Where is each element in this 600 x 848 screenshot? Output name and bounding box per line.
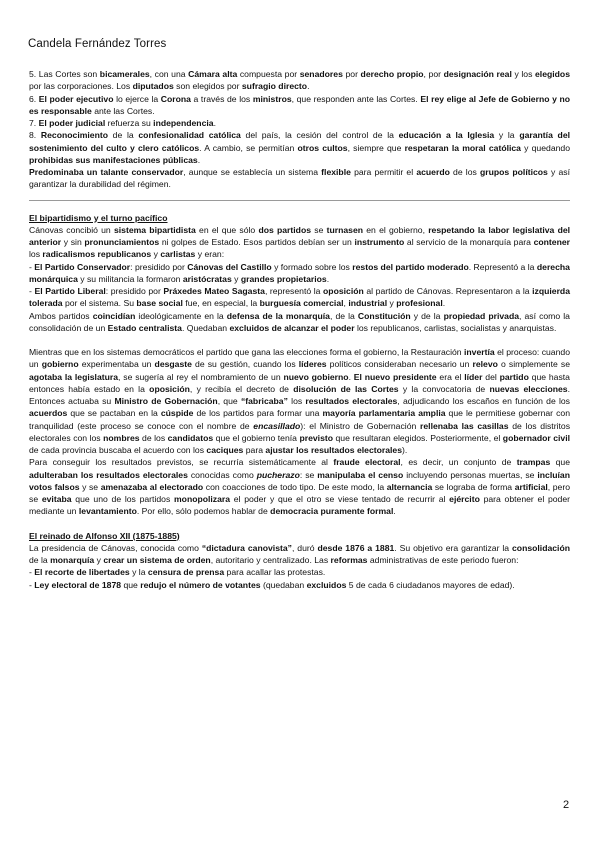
- text: se: [311, 224, 327, 235]
- bold-text: líderes: [298, 359, 327, 370]
- text: y: [94, 555, 104, 565]
- text: ).: [402, 445, 408, 455]
- bold-text: profesional: [396, 298, 443, 309]
- bold-text: El rey elige al Jefe de Gobierno y no es responsable: [29, 93, 570, 116]
- text: para permitir el: [350, 167, 417, 177]
- text: Mientras que en los sistemas democráticos el partido que gana las elecciones forma el gobierno, la Restauración: [29, 347, 464, 357]
- bold-text: El poder judicial: [38, 118, 106, 128]
- bold-text: restos del partido moderado: [352, 261, 469, 272]
- text: por las corporaciones. Los: [29, 81, 133, 92]
- text: incluyendo personas muertas, se: [403, 469, 538, 480]
- section-heading: El reinado de Alfonso XII (1875-1885): [29, 530, 180, 541]
- bold-text: consolidación: [512, 542, 570, 553]
- text: , pero se: [29, 481, 571, 504]
- text: : presidido por: [105, 286, 164, 296]
- bold-text: senadores: [299, 69, 343, 79]
- text: La presidencia de Cánovas, conocida como: [29, 542, 202, 553]
- text: y la: [129, 567, 148, 578]
- section-divider: [29, 200, 570, 201]
- italic-text: encasillado: [253, 420, 301, 431]
- bold-text: Constitución: [357, 310, 411, 321]
- bold-text: “dictadura canovista”: [201, 542, 292, 553]
- paragraph: [29, 117, 570, 129]
- bold-text: alternancia: [386, 481, 433, 492]
- bold-text: izquierda tolerada: [29, 286, 570, 309]
- italic-text: pucherazo: [256, 469, 300, 480]
- text: que: [550, 457, 571, 468]
- bold-text: agotaba la legislatura: [29, 371, 119, 382]
- bold-text: Práxedes Mateo Sagasta: [163, 286, 265, 296]
- text: . Representó a la: [468, 261, 537, 272]
- bold-text: Estado centralista: [107, 322, 182, 333]
- text: : presidido por: [130, 261, 188, 272]
- section-constitution-points: [29, 68, 570, 191]
- text: y quedando: [520, 142, 571, 153]
- text: . Quedaban: [181, 322, 230, 333]
- text: , que responden ante las Cortes.: [291, 93, 421, 104]
- bold-text: aristócratas: [182, 273, 232, 284]
- bold-text: El Partido Liberal: [34, 286, 106, 296]
- text: o simplemente se: [497, 359, 570, 370]
- bold-text: Reconocimiento: [40, 130, 108, 141]
- bold-text: disolución de las Cortes: [293, 383, 399, 394]
- text: de los: [449, 167, 480, 177]
- text: experimentaba un: [78, 359, 155, 370]
- paragraph: [29, 310, 570, 335]
- bold-text: Ley electoral de 1878: [34, 579, 122, 590]
- text: y la: [494, 130, 520, 141]
- bold-text: defensa de la monarquía: [226, 310, 330, 321]
- text: de los: [139, 432, 168, 443]
- text: 8.: [29, 130, 41, 141]
- bold-text: diputados: [132, 81, 174, 92]
- text: del: [482, 371, 500, 382]
- text: de la: [107, 130, 139, 141]
- text: ante las Cortes.: [91, 105, 155, 116]
- text: , y recibía el decreto de: [189, 383, 294, 394]
- paragraph-gap: [29, 518, 570, 530]
- bold-text: reformas: [330, 555, 368, 565]
- bold-text: invertía: [464, 347, 495, 357]
- bold-text: gobierno: [41, 359, 79, 370]
- text: por el sistema. Su: [62, 298, 137, 309]
- text: . Su objetivo era garantizar la: [394, 542, 512, 553]
- text: para: [243, 445, 266, 455]
- bold-text: Cánovas del Castillo: [187, 261, 272, 272]
- paragraph: [29, 166, 570, 191]
- text: que se pactaban en la: [67, 408, 161, 419]
- bold-text: radicalismos republicanos: [42, 249, 152, 260]
- text: son elegidos por: [173, 81, 242, 92]
- text: .: [348, 371, 354, 382]
- text: y los: [511, 69, 535, 79]
- document-body: [29, 68, 570, 591]
- bold-text: respetando la labor legislativa del anterior: [29, 224, 571, 247]
- bold-text: elegidos: [535, 69, 570, 79]
- bold-text: El Partido Conservador: [34, 261, 131, 272]
- bold-text: ministros: [252, 93, 292, 104]
- text: y: [151, 249, 161, 260]
- bold-text: Ministro de Gobernación: [114, 396, 218, 406]
- bold-text: democracia puramente formal: [270, 506, 394, 517]
- bold-text: previsto: [299, 432, 334, 443]
- page-number: 2: [563, 799, 570, 811]
- bold-text: ajustar los resultados electorales: [265, 445, 403, 455]
- text: y: [231, 273, 241, 284]
- text: .: [393, 506, 396, 517]
- text: -: [29, 286, 35, 296]
- paragraph: [29, 224, 570, 261]
- bold-text: turnasen: [326, 224, 364, 235]
- text: , adjudicando los escaños en función de los: [397, 396, 570, 406]
- bold-text: pronunciamientos: [84, 237, 160, 247]
- text: , duró: [291, 542, 318, 553]
- bold-text: desde 1876 a 1881: [317, 542, 395, 553]
- paragraph: [29, 456, 570, 517]
- bold-text: fraude electoral: [333, 457, 401, 468]
- bold-text: excluidos de alcanzar el poder: [229, 322, 355, 333]
- text: , autoritario y centralizado. Las: [210, 555, 331, 565]
- bold-text: resultados electorales: [305, 396, 398, 406]
- bold-text: industrial: [348, 298, 388, 309]
- bold-text: ejército: [449, 494, 480, 504]
- text: .: [197, 154, 201, 165]
- bold-text: incluían votos falsos: [29, 469, 570, 492]
- text: para obtener el poder mediante un: [29, 494, 571, 517]
- bold-text: rellenaba las casillas: [420, 420, 509, 431]
- bold-text: designación real: [443, 69, 512, 79]
- bold-text: oposición: [149, 383, 190, 394]
- paragraph: [29, 346, 570, 456]
- paragraph: [29, 285, 570, 310]
- text: por: [342, 69, 361, 79]
- paragraph: [29, 261, 570, 286]
- bold-text: grandes propietarios: [240, 273, 327, 284]
- section-bipartidismo: [29, 212, 570, 518]
- bold-text: “fabricaba”: [240, 396, 288, 406]
- section-alfonso-xii: [29, 530, 570, 591]
- text: políticos consideraban necesario un: [326, 359, 473, 370]
- text: y su militancia la formaron: [77, 273, 183, 284]
- bold-text: El recorte de libertades: [34, 567, 130, 578]
- text: 7.: [29, 118, 39, 128]
- bold-text: artificial: [514, 481, 548, 492]
- text: conocidas como: [187, 469, 257, 480]
- bold-text: partido: [499, 371, 529, 382]
- bold-text: carlistas: [160, 249, 196, 260]
- text: de la: [29, 555, 51, 565]
- bold-text: dos partidos: [258, 224, 312, 235]
- bold-text: manipulaba el censo: [317, 469, 404, 480]
- paragraph: [29, 68, 570, 93]
- text: administrativas de este periodo fueron:: [367, 555, 519, 565]
- text: y sin: [61, 237, 85, 247]
- bold-text: evitaba: [41, 494, 72, 504]
- bold-text: base social: [136, 298, 183, 309]
- bold-text: garantía del sostenimiento del culto y clero católicos: [29, 130, 571, 153]
- paragraph: [29, 579, 570, 591]
- bold-text: Corona: [160, 93, 191, 104]
- text: , siempre que: [347, 142, 405, 153]
- text: era el: [436, 371, 465, 382]
- bold-text: censura de prensa: [147, 567, 225, 578]
- text: se lograba de forma: [432, 481, 515, 492]
- bold-text: amenazaba al electorado: [100, 481, 204, 492]
- bold-text: monarquía: [50, 555, 95, 565]
- text: compuesta por: [237, 69, 300, 79]
- text: con coacciones de todo tipo. De este modo, la: [203, 481, 387, 492]
- bold-text: Predominaba un talante conservador: [29, 167, 184, 177]
- text: y formado sobre los: [271, 261, 353, 272]
- text: -: [29, 261, 35, 272]
- bold-text: contener: [533, 237, 571, 247]
- bold-text: independencia: [153, 118, 214, 128]
- section-heading: El bipartidismo y el turno pacífico: [29, 212, 168, 223]
- bold-text: levantamiento: [78, 506, 137, 517]
- bold-text: trampas: [516, 457, 551, 468]
- bold-text: monopolizara: [174, 494, 231, 504]
- bold-text: acuerdos: [29, 408, 68, 419]
- bold-text: caciques: [206, 445, 244, 455]
- text: refuerza su: [105, 118, 154, 128]
- bold-text: El poder ejecutivo: [38, 93, 114, 104]
- text: , con una: [149, 69, 189, 79]
- bold-text: Cámara alta: [188, 69, 238, 79]
- text: .: [326, 273, 330, 284]
- text: que: [121, 579, 141, 590]
- text: a través de los: [190, 93, 253, 104]
- text: para acallar las protestas.: [224, 567, 326, 578]
- paragraph: [29, 566, 570, 578]
- author-header: Candela Fernández Torres: [28, 38, 167, 50]
- bold-text: oposición: [323, 286, 364, 296]
- text: fue, en especial, la: [182, 298, 260, 309]
- text: -: [29, 579, 35, 590]
- bold-text: instrumento: [354, 237, 405, 247]
- text: de su gestión, cuando los: [191, 359, 299, 370]
- bold-text: crear un sistema de orden: [103, 555, 211, 565]
- text: que le permitiese gobernar con tranquilidad (este proceso se conoce con el nombre de: [29, 408, 570, 431]
- bold-text: candidatos: [167, 432, 214, 443]
- text: (quedaban: [260, 579, 307, 590]
- text: y así garantizar la durabilidad del régimen.: [29, 167, 571, 190]
- text: al servicio de la monarquía para: [404, 237, 534, 247]
- bold-text: prohibidas sus manifestaciones públicas: [29, 154, 198, 165]
- text: .: [442, 298, 446, 309]
- bold-text: coincidían: [92, 310, 136, 321]
- text: ): el Ministro de Gobernación: [300, 420, 421, 431]
- text: . Por ello, sólo podemos hablar de: [136, 506, 271, 517]
- text: el proceso: cuando un: [29, 347, 570, 370]
- text: . Entonces actuaba su: [29, 383, 570, 406]
- bold-text: relevo: [472, 359, 498, 370]
- text: , que: [217, 396, 241, 406]
- text: que el gobierno tenía: [213, 432, 300, 443]
- bold-text: mayoría parlamentaria amplia: [322, 408, 446, 419]
- bold-text: flexible: [321, 167, 351, 177]
- text: , aunque se establecía un sistema: [183, 167, 322, 177]
- bold-text: educación a la Iglesia: [398, 130, 495, 141]
- bold-text: gobernador civil: [502, 432, 570, 443]
- text: . A cambio, se permitían: [199, 142, 298, 153]
- text: .: [307, 81, 310, 92]
- paragraph: [29, 542, 570, 567]
- text: 5. Las Cortes son: [29, 69, 100, 79]
- bold-text: sufragio directo: [241, 81, 308, 92]
- text: , de la: [329, 310, 358, 321]
- text: , es decir, un conjunto de: [400, 457, 517, 468]
- bold-text: confesionalidad católica: [138, 130, 241, 141]
- bold-text: desgaste: [154, 359, 192, 370]
- bold-text: El nuevo presidente: [353, 371, 437, 382]
- text: los republicanos, carlistas, socialistas y anarquistas.: [354, 322, 557, 333]
- text: y: [387, 298, 397, 309]
- text: y se: [79, 481, 101, 492]
- bold-text: excluidos: [306, 579, 347, 590]
- bold-text: respetaran la moral católica: [404, 142, 521, 153]
- bold-text: derecho propio: [360, 69, 424, 79]
- paragraph-gap: [29, 334, 570, 346]
- text: en el que sólo: [195, 224, 259, 235]
- bold-text: nombres: [103, 432, 140, 443]
- text: el poder y que el otro se viese tentado de recurrir al: [230, 494, 450, 504]
- bold-text: derecha monárquica: [29, 261, 570, 284]
- text: los: [29, 249, 43, 260]
- text: y de la: [410, 310, 444, 321]
- text: : se: [299, 469, 318, 480]
- text: del país, la cesión del control de la: [240, 130, 399, 141]
- bold-text: grupos políticos: [480, 167, 548, 177]
- text: los: [287, 396, 306, 406]
- text: de los partidos para formar una: [193, 408, 323, 419]
- text: Para conseguir los resultados previstos, se recurría sistemáticamente al: [29, 457, 334, 468]
- bold-text: nuevo gobierno: [283, 371, 349, 382]
- text: de los distritos electorales con los: [29, 420, 571, 443]
- bold-text: adulteraban los resultados electorales: [29, 469, 188, 480]
- text: que uno de los partidos: [71, 494, 174, 504]
- text: que hasta entonces había estado en la: [29, 371, 570, 394]
- bold-text: redujo el número de votantes: [140, 579, 261, 590]
- bold-text: otros cultos: [297, 142, 348, 153]
- bold-text: cúspide: [160, 408, 194, 419]
- text: 5 de cada 6 ciudadanos mayores de edad).: [346, 579, 515, 590]
- bold-text: sistema bipartidista: [113, 224, 196, 235]
- text: ni golpes de Estado. Esos partidos debían ser un: [159, 237, 355, 247]
- paragraph: [29, 129, 570, 166]
- text: de cada provincia buscaba el acuerdo con los: [29, 445, 207, 455]
- text: al partido de Cánovas. Representaron a la: [363, 286, 533, 296]
- text: y la convocatoria de: [398, 383, 490, 394]
- text: , se sugería al rey el nombramiento de un: [118, 371, 284, 382]
- text: 6.: [29, 93, 39, 104]
- bold-text: propiedad privada: [443, 310, 520, 321]
- text: que resultaran elegidos. Posteriormente, el: [333, 432, 503, 443]
- bold-text: bicamerales: [99, 69, 150, 79]
- text: , representó la: [264, 286, 324, 296]
- text: en el gobierno,: [363, 224, 429, 235]
- text: -: [29, 567, 35, 578]
- text: .: [213, 118, 216, 128]
- text: , así como la consolidación de un: [29, 310, 570, 333]
- bold-text: burguesía comercial: [259, 298, 344, 309]
- text: Cánovas concibió un: [29, 224, 114, 235]
- text: lo ejerce la: [113, 93, 161, 104]
- paragraph: [29, 93, 570, 118]
- text: , por: [423, 69, 444, 79]
- text: Ambos partidos: [29, 310, 93, 321]
- bold-text: líder: [464, 371, 483, 382]
- bold-text: nuevas elecciones: [489, 383, 568, 394]
- text: ,: [343, 298, 349, 309]
- text: ideológicamente en la: [135, 310, 227, 321]
- bold-text: acuerdo: [416, 167, 450, 177]
- text: y eran:: [195, 249, 225, 260]
